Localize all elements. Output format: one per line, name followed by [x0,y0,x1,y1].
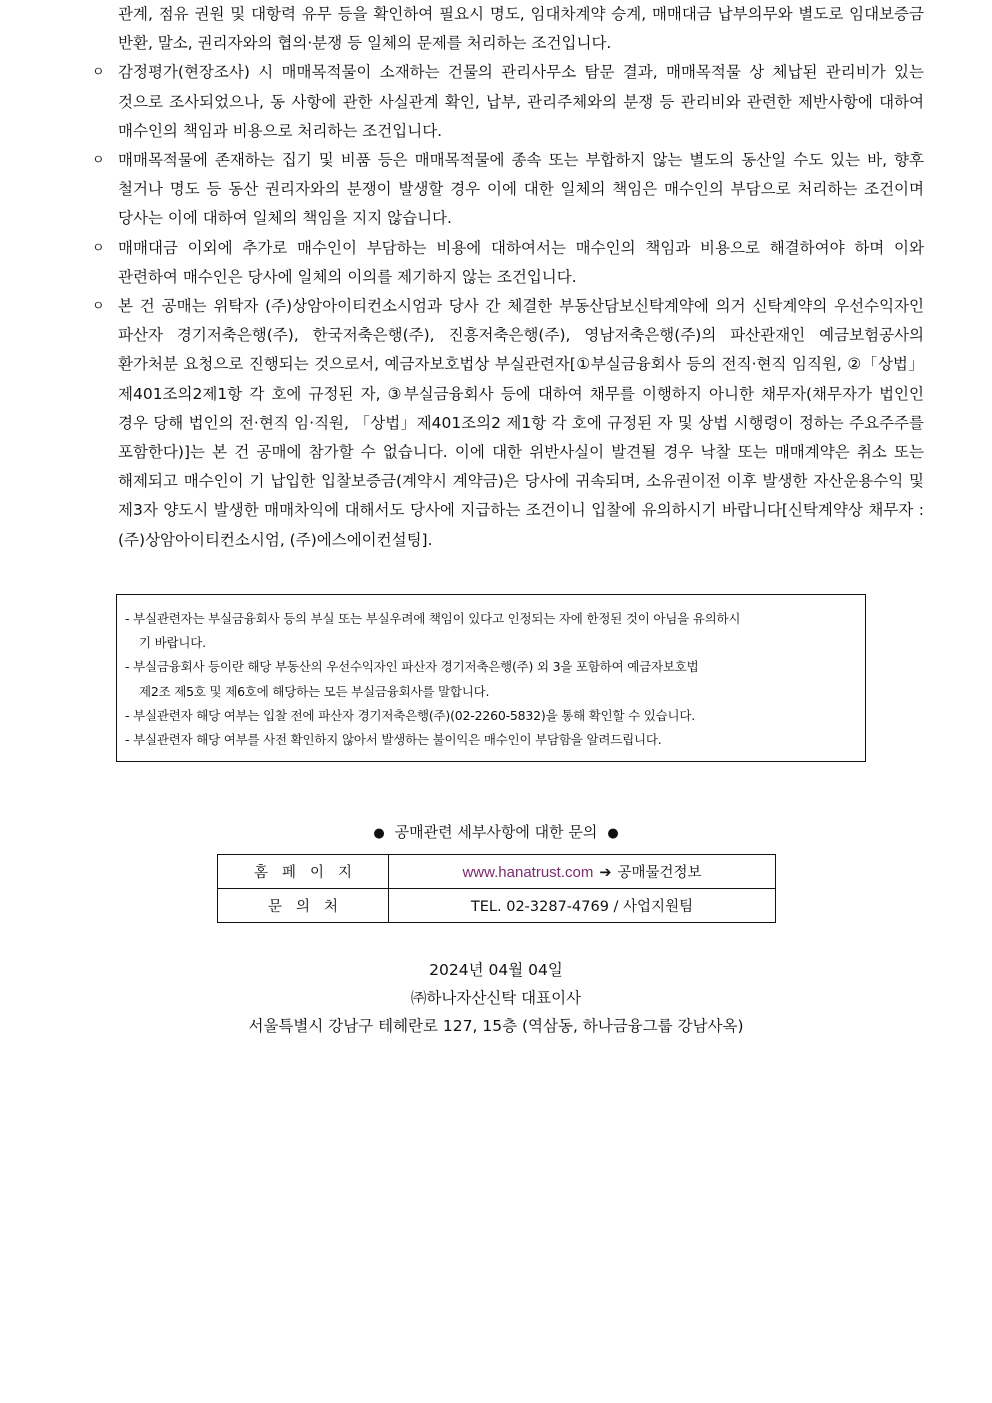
notice-line: - 부실관련자 해당 여부를 사전 확인하지 않아서 발생하는 불이익은 매수인이 부담함을 알려드립니다. [125,732,662,748]
term-item [88,292,924,555]
table-row [218,855,776,889]
homepage-link[interactable]: www.hanatrust.com [462,864,594,881]
notice-line: 제2조 제5호 및 제6호에 해당하는 모든 부실금융회사를 말합니다. [139,683,490,699]
contact-value: TEL. 02-3287-4769 / 사업지원팀 [389,889,776,923]
notice-box [116,594,866,762]
term-item [88,0,924,58]
term-item [88,58,924,146]
homepage-cell [389,855,776,889]
inquiry-table [217,854,776,923]
company-signature: ㈜하나자산신탁 대표이사 [410,989,582,1007]
homepage-label: 홈페이지 [218,855,389,889]
inquiry-title [0,821,992,842]
notice-line: 기 바랍니다. [139,635,206,651]
term-text: 관계, 점유 권원 및 대항력 유무 등을 확인하여 필요시 명도, 임대차계약 승계, 매매대금 납부의무와 별도로 임대보증금 반환, 말소, 권리자와의 협의·분쟁 등 일체의 문제를 처리하는 조건입니다. [118,5,924,53]
document-date: 2024년 04월 04일 [429,961,563,979]
bullet-marker: ㅇ [92,240,105,256]
notice-line: - 부실관련자 해당 여부는 입찰 전에 파산자 경기저축은행(주)(02-2260-5832)을 통해 확인할 수 있습니다. [125,707,696,723]
contact-label: 문의처 [218,889,389,923]
inquiry-title-text: 공매관련 세부사항에 대한 문의 [394,823,598,841]
term-text: 본 건 공매는 위탁자 (주)상암아이티컨소시엄과 당사 간 체결한 부동산담보신탁계약에 의거 신탁계약의 우선수익자인 파산자 경기저축은행(주), 한국저축은행(주), 진흥저축은행(주), 영남저축은행(주)의 파산관재인 예금보험공사의 환가처분 요청으로 진행되는 것으로서, 예금자보호법상 부실관련자[①부실금융회사 등의 전직·현직 임직원, ②「상법」 제401조의2제1항 각 호에 규정된 자, ③부실금융회사 등에 대하여 채무를 이행하지 아니한 채무자(채무자가 법인인 경우 당해 법인의 전·현직 임·직원, 「상법」제401조의2 제1항 각 호에 규정된 자 및 상법 시행령이 정하는 주요주주를 포함한다)]는 본 건 공매에 참가할 수 없습니다. 이에 대한 위반사실이 발견될 경우 낙찰 또는 매매계약은 취소 또는 해제되고 매수인이 기 납입한 입찰보증금(계약시 계약금)은 당사에 귀속되며, 소유권이전 이후 발생한 자산운용수익 및 제3자 양도시 발생한 매매차익에 대해서도 당사에 지급하는 조건이니 입찰에 유의하시기 바랍니다[신탁계약상 채무자 : (주)상암아이티컨소시엄, (주)에스에이컨설팅]. [118,297,924,549]
homepage-suffix: 공매물건정보 [617,865,702,881]
terms-list [88,0,924,555]
notice-line: - 부실금융회사 등이란 해당 부동산의 우선수익자인 파산자 경기저축은행(주) 외 3을 포함하여 예금자보호법 [125,659,699,675]
table-row [218,889,776,923]
arrow-right-icon: ➔ [599,865,612,881]
bullet-marker: ㅇ [92,65,105,81]
term-text: 감정평가(현장조사) 시 매매목적물이 소재하는 건물의 관리사무소 탐문 결과, 매매목적물 상 체납된 관리비가 있는 것으로 조사되었으나, 동 사항에 관한 사실관계 확인, 납부, 관리주체와의 분쟁 등 관리비와 관련한 제반사항에 대하여 매수인의 책임과 비용으로 처리하는 조건입니다. [118,63,924,140]
notice-line: - 부실관련자는 부실금융회사 등의 부실 또는 부실우려에 책임이 있다고 인정되는 자에 한정된 것이 아님을 유의하시 [125,611,741,626]
term-text: 매매목적물에 존재하는 집기 및 비품 등은 매매목적물에 종속 또는 부합하지 않는 별도의 동산일 수도 있는 바, 향후 철거나 명도 등 동산 권리자와의 분쟁이 발생할 경우 이에 대한 일체의 책임은 매수인의 부담으로 처리하는 조건이며 당사는 이에 대하여 일체의 책임을 지지 않습니다. [118,151,924,228]
term-item [88,146,924,234]
bullet-dot-icon: ● [607,826,619,841]
company-address: 서울특별시 강남구 테헤란로 127, 15층 (역삼동, 하나금융그룹 강남사옥) [248,1017,744,1035]
bullet-marker: ㅇ [92,299,105,315]
bullet-dot-icon: ● [373,826,385,841]
bullet-marker: ㅇ [92,153,105,169]
term-text: 매매대금 이외에 추가로 매수인이 부담하는 비용에 대하여서는 매수인의 책임과 비용으로 해결하여야 하며 이와 관련하여 매수인은 당사에 일체의 이의를 제기하지 않는 조건입니다. [118,238,924,286]
term-item [88,234,924,292]
